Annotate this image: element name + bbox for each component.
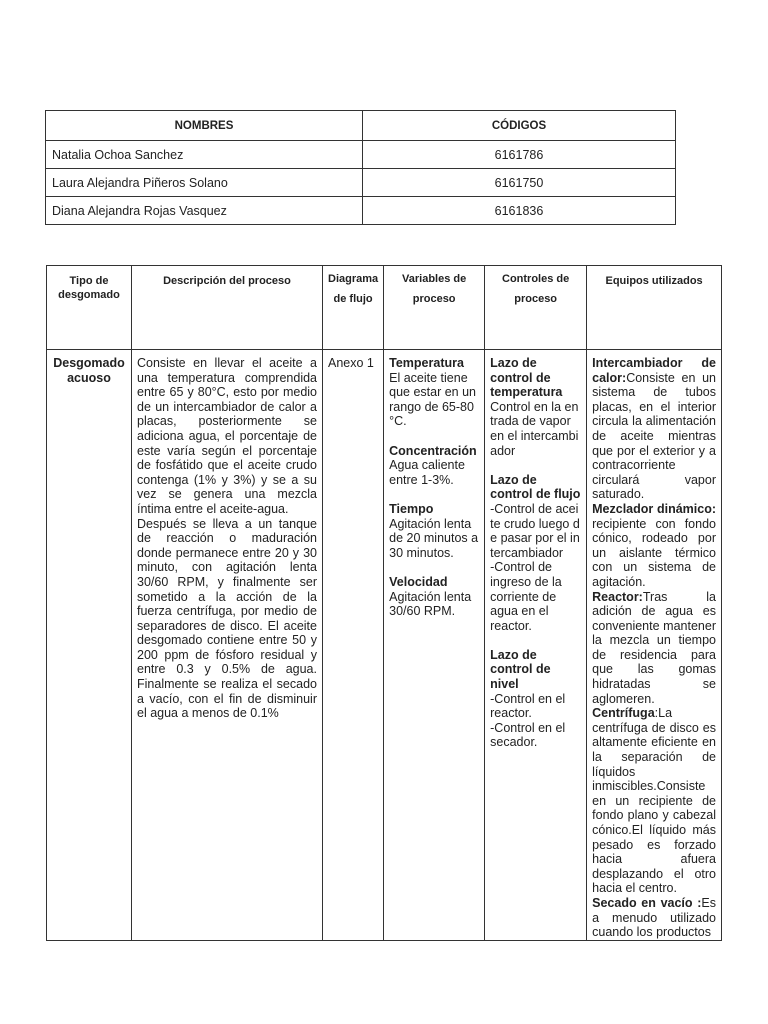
student-name: Natalia Ochoa Sanchez [46, 141, 363, 169]
description-paragraph: Después se lleva a un tanque de reacción o maduración donde permanece entre 20 y 30 minuto, con agitación lenta 30/60 RPM, y finalmente ser sometido a la acción de la fuerza centrífuga, por medio de separadores de disco. El aceite desgomado contiene entre 50 y 200 ppm de fósforo residual y entre 0.3 y 0.5% de agua. Finalmente se realiza el secado a vacío, con el fin de disminuir el agua a menos de 0.1% [137, 516, 317, 721]
process-description [132, 350, 323, 941]
names-header-row [46, 111, 676, 141]
equipment-label: Mezclador dinámico: [592, 501, 716, 516]
flow-diagram-reference: Anexo 1 [323, 350, 384, 941]
control-text: -Control en el secador. [490, 720, 566, 750]
equipment-label: Centrífuga [592, 706, 655, 721]
process-table [46, 265, 722, 941]
variable-text: Agua caliente entre 1-3%. [389, 458, 465, 487]
equipment-text: Es a menudo utilizado cuando los productos [592, 895, 716, 940]
control-label: Lazo de control de temperatura [490, 356, 563, 400]
student-code: 6161836 [363, 197, 676, 225]
table-row [46, 169, 676, 197]
control-text: -Control en el reactor. [490, 691, 566, 721]
header-diagram: Diagrama de flujo [323, 266, 384, 350]
process-variables [384, 350, 485, 941]
variable-label: Temperatura [389, 356, 464, 370]
process-header-row [47, 266, 722, 350]
control-text: -Control de ingreso de la corriente de agua en el reactor. [490, 560, 562, 633]
process-controls [485, 350, 587, 941]
header-equipment: Equipos utilizados [587, 266, 722, 350]
header-type: Tipo de desgomado [47, 266, 132, 350]
equipment-label: Secado en vacío : [592, 895, 702, 910]
variable-label: Concentración [389, 443, 477, 458]
student-code: 6161786 [363, 141, 676, 169]
equipment-text: :La centrífuga de disco es altamente eficiente en la separación de líquidos inmiscibles.Consiste en un recipiente de fondo plano y cabezal cónico.El líquido más pesado es forzado hacia afuera desplazando el otro hacia el centro. [592, 706, 716, 896]
equipment-label: Reactor: [592, 589, 643, 604]
equipment-text: recipiente con fondo cónico, rodeado por un aislante térmico con un sistema de agitación. [592, 516, 716, 589]
names-table [45, 110, 676, 225]
equipment-text: Consiste en un sistema de tubos placas, en el interior circula la alimentación de aceite mientras que por el exterior y a contracorriente circulará vapor saturado. [592, 370, 716, 502]
student-code: 6161750 [363, 169, 676, 197]
table-row [47, 350, 722, 941]
variable-text: Agitación lenta 30/60 RPM. [389, 589, 472, 619]
degumming-type: Desgomado acuoso [47, 350, 132, 941]
header-codes: CÓDIGOS [363, 111, 676, 141]
description-paragraph: Consiste en llevar el aceite a una temperatura comprendida entre 65 y 80°C, esto por medio de un intercambiador de calor a placas, posteriormente se adiciona agua, el porcentaje de este varía según el porcentaje de fosfátido que el aceite crudo contenga (1% y 3%) y se a su vez se genera una mezcla íntima entre el aceite-agua. [137, 356, 317, 516]
variable-text: El aceite tiene que estar en un rango de 65-80 °C. [389, 370, 477, 429]
equipment-used [587, 350, 722, 941]
control-text: Control en la entrada de vapor en el intercambiador [490, 399, 579, 458]
header-variables: Variables de proceso [384, 266, 485, 350]
table-row [46, 197, 676, 225]
variable-label: Tiempo [389, 501, 434, 516]
variable-label: Velocidad [389, 574, 448, 589]
header-names: NOMBRES [46, 111, 363, 141]
header-controls: Controles de proceso [485, 266, 587, 350]
equipment-label: Intercambiador de calor: [592, 356, 716, 385]
student-name: Laura Alejandra Piñeros Solano [46, 169, 363, 197]
control-text: -Control de aceite crudo luego de pasar por el intercambiador [490, 501, 580, 560]
student-name: Diana Alejandra Rojas Vasquez [46, 197, 363, 225]
variable-text: Agitación lenta de 20 minutos a 30 minutos. [389, 516, 479, 560]
control-label: Lazo de control de nivel [490, 647, 551, 692]
header-description: Descripción del proceso [132, 266, 323, 350]
table-row [46, 141, 676, 169]
equipment-text: Tras la adición de agua es conveniente mantener la mezcla un tiempo de residencia para que las gomas hidratadas se aglomeren. [592, 589, 716, 706]
control-label: Lazo de control de flujo [490, 472, 581, 502]
